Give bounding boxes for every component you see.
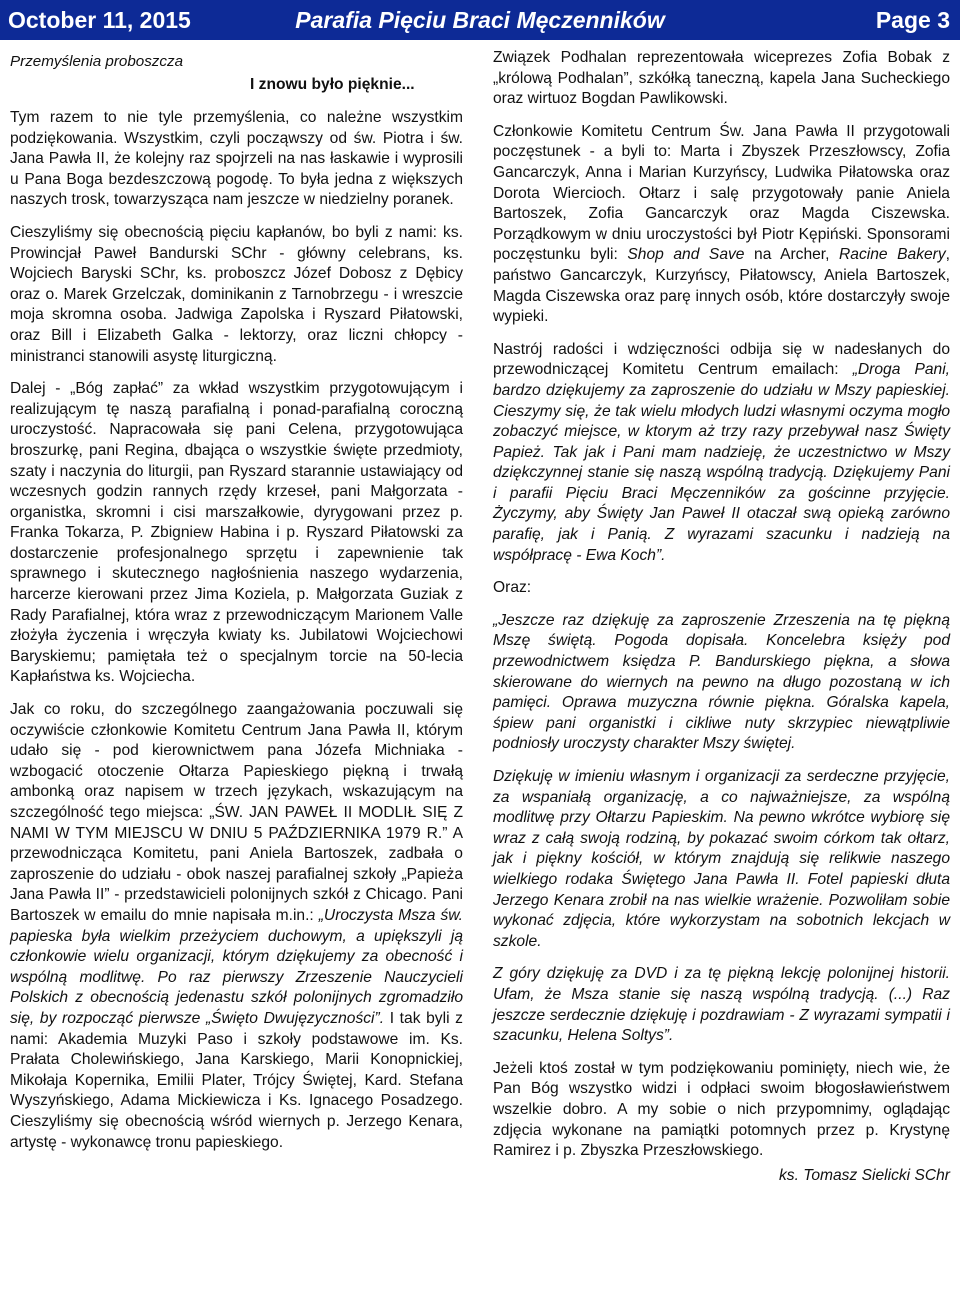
paragraph <box>10 700 463 1153</box>
header-page-number: Page 3 <box>875 7 950 33</box>
paragraph: Jeżeli ktoś został w tym podziękowaniu pominięty, niech wie, że Pan Bóg wszystko widzi i odpłaci swoim błogosławieństwem wszelkie dobro. A my sobie o nich przypomnimy, oglądając zdjęcia wykonane na pamiątki potomnych przez p. Krystynę Ramirez i p. Zbyszka Przeszłowskiego. <box>493 1059 950 1160</box>
paragraph-text: I tak byli z nami: Akademia Muzyki Paso i szkoły podstawowe im. Ks. Prałata Cholewińskiego, Jana Karskiego, Marii Konopnickiej, Mikołaja Kopernika, Emilii Plater, Trójcy Świętej, Kard. Stefana Wyszyńskiego, Adama Mickiewicza i Ks. Ignacego Posadzego. Cieszyliśmy się obecnością wśród wiernych p. Jerzego Kenara, artystę - wykonawcę tronu papieskiego. <box>10 1009 463 1151</box>
quote-paragraph: „Jeszcze raz dziękuję za zaproszenie Zrzeszenia na tę piękną Mszę świętą. Pogoda dopisała. Koncelebra księży pod przewodnictwem księdza P. Bandurskiego piękna, a słowa skierowane do wiernych na pewno na długo pozostaną w ich pamięci. Oprawa muzyczna równie piękna. Góralska kapela, śpiew pani organistki i cikliwe nuty skrzypiec niewątpliwie podniosły uroczysty charakter Mszy świętej. <box>493 611 950 753</box>
paragraph-text: Członkowie Komitetu Centrum Św. Jana Pawła II przygotowali poczęstunek - a byli to: Marta i Zbyszek Przeszłowscy, Zofia Gancarczyk, Anna i Marian Kurzyńscy, Ludwika Piłatowska oraz Dorota Wiercioch. Ołtarz i salę przygotowały panie Aniela Bartoszek, Zofia Gancarczyk oraz Magda Ciszewska. Porządkowym w dniu uroczystości był Piotr Kępiński. Sponsorami poczęstunku byli: <box>493 122 950 264</box>
oraz-label: Oraz: <box>493 579 532 597</box>
page-header <box>0 0 960 40</box>
paragraph-text: Nastrój radości i wdzięczności odbija się w nadesłanych do przewodniczącej Komitetu Centrum emailach: <box>493 340 950 379</box>
paragraph: Cieszyliśmy się obecnością pięciu kapłanów, bo byli z nami: ks. Prowincjał Paweł Bandurski SChr - główny celebrans, ks. Wojciech Baryski SChr, ks. proboszcz Józef Dobosz z Dębicy oraz o. Marek Grzelczak, dominikanin z Tarnobrzegu - i wreszcie moja skromna osoba. Jadwiga Zapolska i Ryszard Piłatowski, oraz Bill i Elizabeth Galka - lektorzy, oraz liczni chłopcy - ministranci stanowili asystę liturgiczną. <box>10 223 463 365</box>
article-heading: I znowu było pięknie... <box>250 76 415 93</box>
section-label: Przemyślenia proboszcza <box>10 53 184 70</box>
paragraph <box>493 340 950 567</box>
right-column <box>493 48 950 1186</box>
paragraph-text: , państwo Gancarczyk, Kurzyńscy, Piłatowscy, Aniela Bartoszek, Magda Ciszewska oraz parę innych osób, które dostarczyły swoje wypieki. <box>493 246 950 326</box>
left-column <box>10 48 463 1165</box>
quote-paragraph: Dziękuję w imieniu własnym i organizacji za serdeczne przyjęcie, za wspaniałą organizację, a co najważniejsze, za wspólną modlitwę przy Ołtarzu Papieskim. Na pewno wkrótce wybiorę się wraz z całą swoją rodziną, by pokazać swoim córkom tak ołtarz, jak i piękny kościół, w którym znajdują się relikwie naszego wielkiego rodaka Świętego Jana Pawła II. Fotel papieski dłuta Jerzego Kenara zrobił na nas wielkie wrażenie. Pozwoliłam sobie wykonać zdjęcia, które wykorzystam na sobotnich lekcjach w szkole. <box>493 768 950 950</box>
sponsor-name: Racine Bakery <box>839 246 946 264</box>
signature: ks. Tomasz Sielicki SChr <box>779 1166 950 1184</box>
paragraph-text: na Archer, <box>744 246 840 264</box>
header-date: October 11, 2015 <box>8 7 191 33</box>
quote-paragraph: Z góry dziękuję za DVD i za tę piękną lekcję polonijnej historii. Ufam, że Msza stanie się naszą wspólną tradycją. (...) Raz jeszcze serdecznie dziękuję i pozdrawiam - Z wyrazami sympatii i szacunku, Helena Soltys”. <box>493 965 950 1045</box>
header-parish-title: Parafia Pięciu Braci Męczenników <box>295 7 665 33</box>
sponsor-name: Shop and Save <box>627 246 745 264</box>
paragraph-text: Jak co roku, do szczególnego zaangażowania poczuwali się oczywiście członkowie Komitetu Centrum Jana Pawła II, którym udało się - pod kierownictwem pana Józefa Michniaka - wzbogacić otoczenie Ołtarza Papieskiego piękną i trwałą ambonką oraz napisem w trzech językach, wskazującym na szczególność tego miejsca: „ŚW. JAN PAWEŁ II MODLIŁ SIĘ Z NAMI W TYM MIEJSCU W DNIU 5 PAŹDZIERNIKA 1979 R.” A przewodnicząca Komitetu, pani Aniela Bartoszek, zadbała o zaproszenie do udziału - obok naszej parafialnej szkoły „Papieża Jana Pawła II” - przedstawicieli polonijnych szkół z Chicago. Pani Bartoszek w emailu do mnie napisała m.in.: <box>10 701 463 924</box>
quote-text: „Uroczysta Msza św. papieska była wielkim przeżyciem duchowym, a upiększyli ją członkowie wielu organizacji, którym dziękujemy za obecność i wspólną modlitwę. Po raz pierwszy Zrzeszenie Nauczycieli Polskich z obecnością jedenastu szkół polonijnych zgromadziło się, by rozpocząć pierwsze „Święto Dwujęzyczności”. <box>10 906 463 1027</box>
paragraph: Dalej - „Bóg zapłać” za wkład wszystkim przygotowującym i realizującym tę naszą parafialną i ponad-parafialną coroczną uroczystość. Napracowała się pani Celena, przygotowująca broszurkę, pani Regina, dbająca o wszystkie święte przedmioty, szaty i naczynia do liturgii, pan Ryszard starannie ustawiający od wczesnych godzin rannych rzędy krzeseł, pani Małgorzata - organistka, skromni i cisi marszałkowie, dyrygowani przez p. Franka Tokarza, P. Zbigniew Habina i p. Ryszard Piłatowski za dostarczenie profesjonalnego sprzętu i zapewnienie tak sprawnego i skutecznego nagłośnienia naszego wydarzenia, harcerze kierowani przez Jima Koziela, p. Małgorzata Guziak z Rady Parafialnej, która wraz z przewodniczącym Marionem Valle złożyła życzenia i wręczyła kwiaty ks. Jubilatowi Wojciechowi Baryskiemu; pamiętała też o specjalnym torcie na 50-lecia Kapłaństwa ks. Wojciecha. <box>10 380 463 686</box>
paragraph: Tym razem to nie tyle przemyślenia, co należne wszystkim podziękowania. Wszystkim, czyli począwszy od św. Piotra i św. Jana Pawła II, że kolejny raz spojrzeli na nas łaskawie i wyprosili u Pana Boga bezdeszczową pogodę. To była jedna z większych naszych trosk, towarzysząca nam jeszcze w niedzielny poranek. <box>10 109 463 209</box>
paragraph: Związek Podhalan reprezentowała wiceprezes Zofia Bobak z „królową Podhalan”, szkółką taneczną, kapela Jana Sucheckiego oraz wirtuoz Bogdan Pawlikowski. <box>493 49 950 108</box>
paragraph <box>493 122 950 328</box>
quote-text: „Droga Pani, bardzo dziękujemy za zaproszenie do udziału w Mszy papieskiej. Cieszymy się, że tak wielu młodych ludzi własnymi oczyma mogło zobaczyć miejsce, w ktorym aż trzy razy przebywał nasz Święty Papież. Tak jak i Pani mam nadzieję, że uczestnictwo w Mszy dziękczynnej stanie się naszą wspólną tradycją. Dziękujemy Pani i parafii Pięciu Braci Męczenników za gościnne przyjęcie. Życzymy, aby Święty Jan Paweł II otaczał swą opieką zarówno parafię, jak i Panią. Z wyrazami szacunku i nadzieją na współpracę - Ewa Koch”. <box>493 361 950 564</box>
